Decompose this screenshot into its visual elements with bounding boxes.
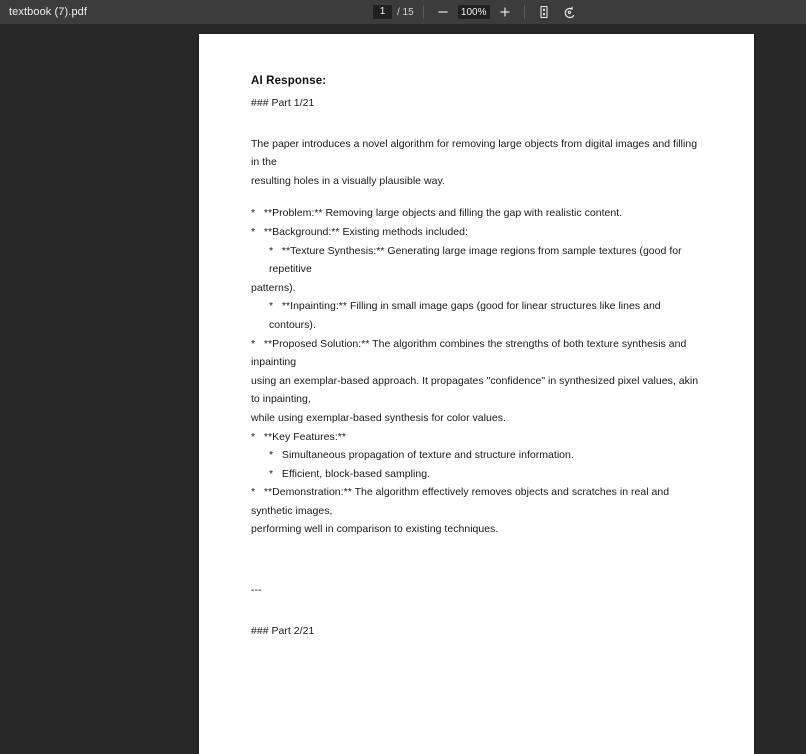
spacer: [251, 600, 706, 622]
page-text-content: [251, 72, 706, 640]
bullet-line: * **Proposed Solution:** The algorithm combines the strengths of both texture synthesis and inpainting: [251, 337, 690, 369]
bullet-line: * **Texture Synthesis:** Generating large image regions from sample textures (good for repetitive: [269, 244, 685, 276]
bullet-line: * **Problem:** Removing large objects and filling the gap with realistic content.: [251, 207, 623, 220]
document-scroll-area[interactable]: [0, 24, 806, 637]
bullet-line: patterns).: [251, 281, 296, 294]
bullet-line: * **Demonstration:** The algorithm effectively removes objects and scratches in real and synthetic images,: [251, 486, 673, 517]
ai-response-heading: AI Response:: [251, 75, 327, 87]
page-navigation-group: [373, 0, 414, 24]
zoom-level-display[interactable]: 100%: [458, 5, 490, 19]
bullet-line: performing well in comparison to existing techniques.: [251, 523, 499, 536]
toolbar-divider-2: [524, 5, 525, 19]
separator-line: ---: [251, 584, 262, 597]
spacer: [251, 190, 706, 204]
bullet-line: * **Background:** Existing methods included:: [251, 225, 468, 238]
bullet-line: * **Inpainting:** Filling in small image gaps (good for linear structures like lines and contours).: [269, 300, 664, 331]
toolbar-divider-1: [423, 5, 424, 19]
bullet-line: * Simultaneous propagation of texture and structure information.: [269, 449, 574, 462]
page-total-label: / 15: [397, 6, 414, 18]
zoom-out-button[interactable]: [433, 2, 453, 22]
page-number-input[interactable]: [373, 5, 392, 19]
spacer: [251, 113, 706, 135]
toolbar-controls: [373, 0, 580, 24]
bullet-line: while using exemplar-based synthesis for color values.: [251, 411, 506, 424]
part-label: ### Part 1/21: [251, 97, 315, 109]
paragraph-line: The paper introduces a novel algorithm for removing large objects from digital images and filling in the: [251, 137, 701, 169]
pdf-toolbar: [0, 0, 806, 24]
paragraph-line: resulting holes in a visually plausible way.: [251, 174, 445, 187]
bullet-line: * Efficient, block-based sampling.: [269, 467, 431, 480]
document-title: textbook (7).pdf: [9, 6, 88, 18]
spacer: [251, 539, 706, 581]
bullet-line: * **Key Features:**: [251, 430, 346, 443]
zoom-in-button[interactable]: [495, 2, 515, 22]
bullet-line: using an exemplar-based approach. It propagates "confidence" in synthesized pixel values, akin to inpainting,: [251, 374, 702, 406]
page-layout-icon[interactable]: [534, 2, 554, 22]
next-part-label: ### Part 2/21: [251, 624, 315, 637]
pdf-page: [199, 34, 754, 754]
rotate-counterclockwise-icon[interactable]: [560, 2, 580, 22]
